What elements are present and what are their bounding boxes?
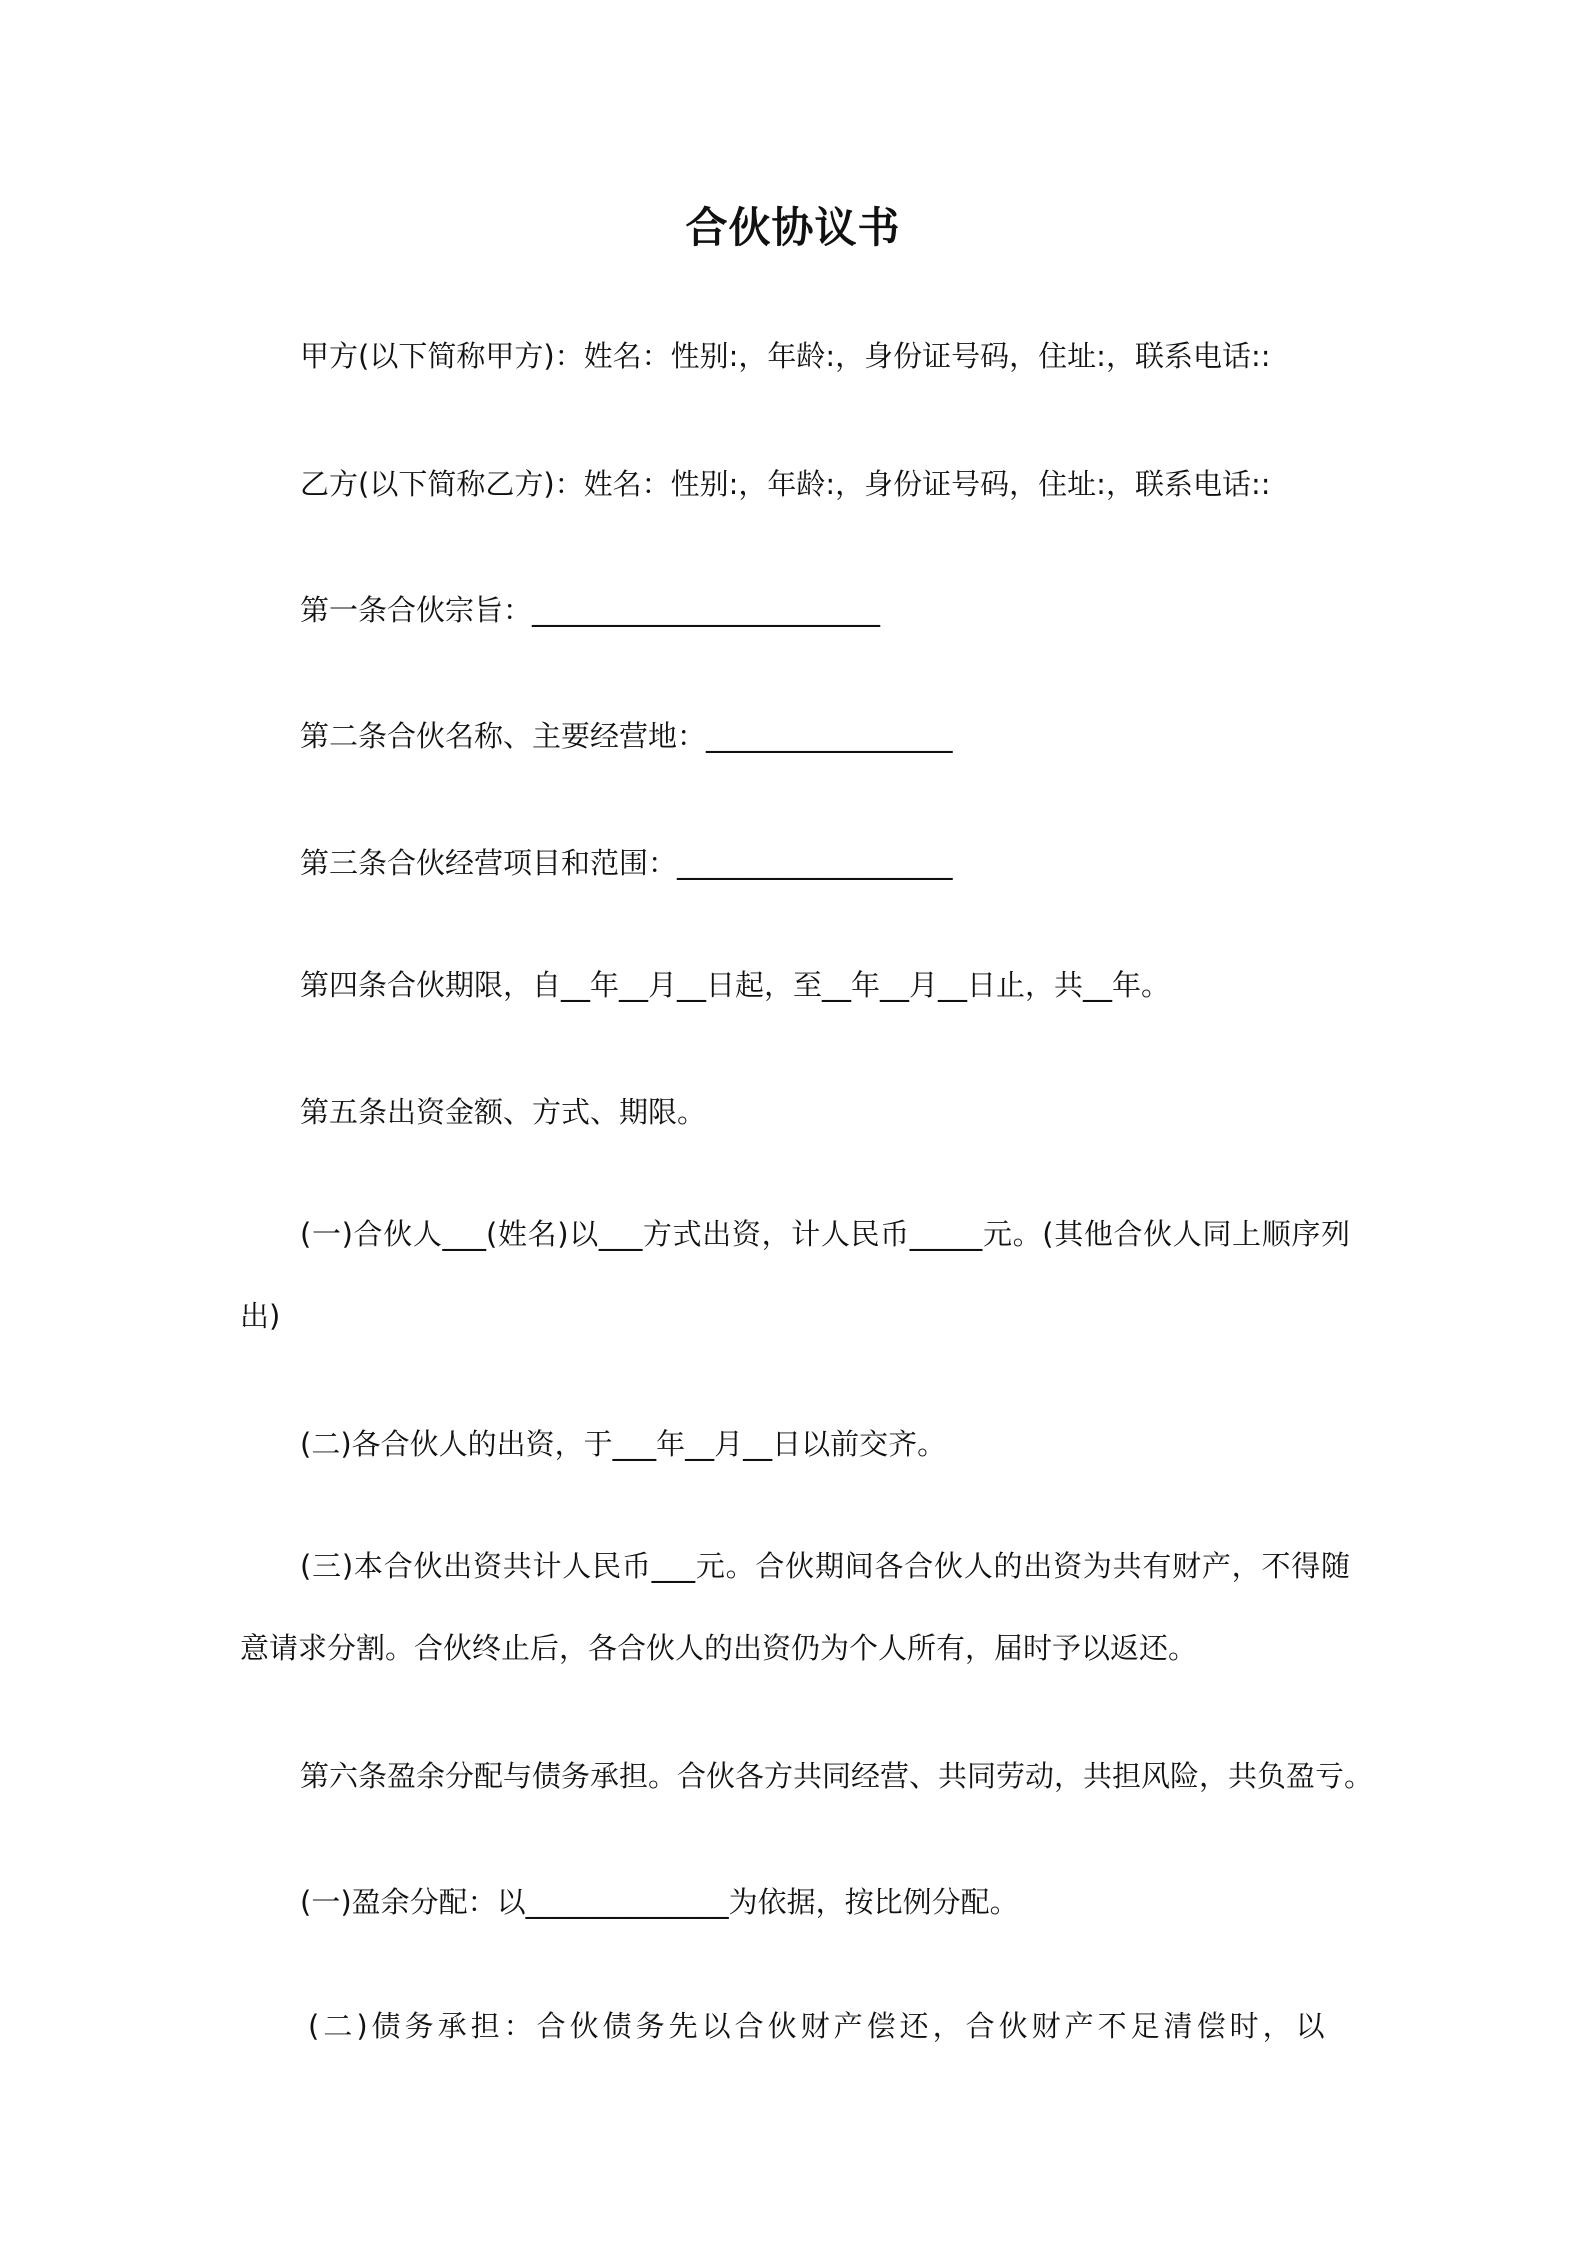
article-3: 第三条合伙经营项目和范围：___________________ — [300, 846, 953, 880]
article-2: 第二条合伙名称、主要经营地：_________________ — [300, 719, 953, 753]
article-5-item-1-line-1: (一)合伙人___(姓名)以___方式出资，计人民币_____元。(其他合伙人同上顺序列 — [300, 1217, 1350, 1251]
article-5-item-2: (二)各合伙人的出资，于___年__月__日以前交齐。 — [300, 1427, 947, 1461]
article-1: 第一条合伙宗旨：________________________ — [300, 593, 881, 627]
document-title: 合伙协议书 — [685, 203, 901, 252]
article-5-item-3-line-1: (三)本合伙出资共计人民币___元。合伙期间各合伙人的出资为共有财产，不得随 — [300, 1549, 1350, 1583]
article-4: 第四条合伙期限，自__年__月__日起，至__年__月__日止，共__年。 — [300, 968, 1171, 1002]
article-6-item-1: (一)盈余分配：以______________为依据，按比例分配。 — [300, 1885, 1019, 1919]
party-a-line: 甲方(以下简称甲方)：姓名：性别:，年龄:，身份证号码，住址:，联系电话:: — [300, 339, 1271, 373]
party-b-line: 乙方(以下简称乙方)：姓名：性别:，年龄:，身份证号码，住址:，联系电话:: — [300, 467, 1271, 501]
article-5-item-3 — [240, 1546, 1350, 1668]
article-6: 第六条盈余分配与债务承担。合伙各方共同经营、共同劳动，共担风险，共负盈亏。 — [300, 1759, 1374, 1793]
article-5-item-1 — [240, 1214, 1350, 1336]
article-5: 第五条出资金额、方式、期限。 — [300, 1095, 707, 1129]
article-5-item-1-line-2: 出) — [240, 1299, 281, 1333]
article-6-item-2: (二)债务承担：合伙债务先以合伙财产偿还，合伙财产不足清偿时，以 — [308, 2009, 1329, 2043]
article-5-item-3-line-2: 意请求分割。合伙终止后，各合伙人的出资仍为个人所有，届时予以返还。 — [240, 1631, 1198, 1665]
